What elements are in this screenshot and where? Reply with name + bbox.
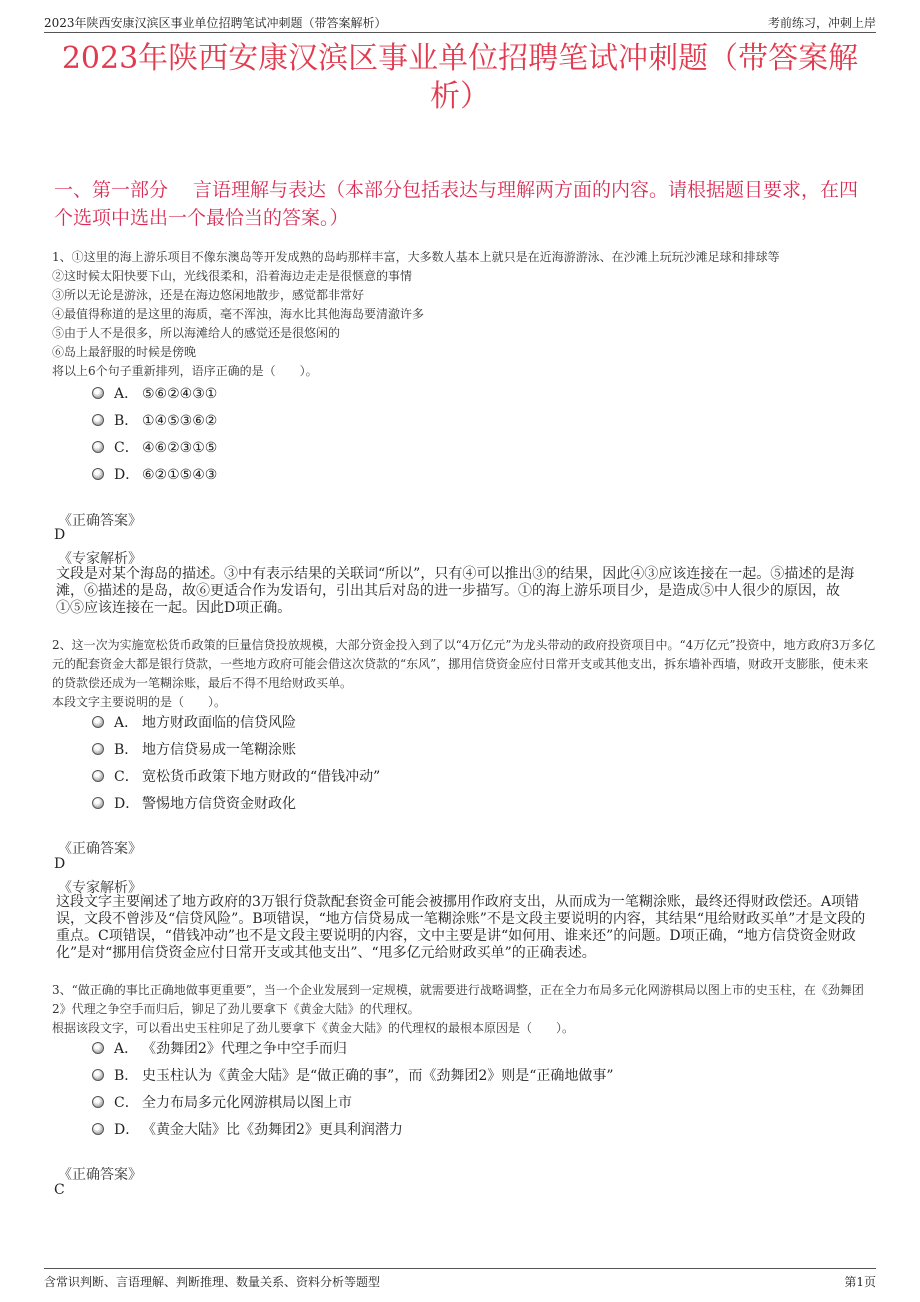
option-text: 警惕地方信贷资金财政化	[142, 796, 296, 812]
option-b[interactable]	[92, 1063, 614, 1090]
option-c[interactable]	[92, 435, 217, 462]
option-label: A．	[114, 715, 139, 731]
question-1-line: ④最值得称道的是这里的海质，毫不浑浊，海水比其他海岛要清澈许多	[52, 307, 425, 321]
option-label: D．	[114, 467, 140, 483]
question-3-stem	[52, 981, 876, 1038]
option-text: 史玉柱认为《黄金大陆》是“做正确的事”，而《劲舞团2》则是“正确地做事”	[142, 1068, 614, 1084]
option-c[interactable]	[92, 1090, 614, 1117]
option-text: 《劲舞团2》代理之争中空手而归	[142, 1041, 347, 1057]
question-1-stem	[52, 248, 876, 381]
header-doc-title: 2023年陕西安康汉滨区事业单位招聘笔试冲刺题（带答案解析）	[44, 16, 387, 30]
answer-value: C	[54, 1182, 65, 1198]
page-footer	[44, 1268, 876, 1290]
option-b[interactable]	[92, 408, 217, 435]
footer-description: 含常识判断、言语理解、判断推理、数量关系、资料分析等题型	[44, 1275, 381, 1289]
option-label: D．	[114, 796, 140, 812]
question-1-prompt: 将以上6个句子重新排列，语序正确的是（ ）。	[52, 364, 318, 378]
option-a[interactable]	[92, 710, 380, 737]
question-3-options	[92, 1036, 614, 1144]
page-header	[44, 12, 876, 33]
analysis-heading: 《专家解析》	[58, 880, 142, 896]
question-1-line: ⑥岛上最舒服的时候是傍晚	[52, 345, 197, 359]
question-1-analysis	[56, 566, 866, 617]
option-label: C．	[114, 1095, 139, 1111]
radio-icon[interactable]	[92, 1096, 104, 1108]
question-1-line: 1、①这里的海上游乐项目不像东澳岛等开发成熟的岛屿那样丰富，大多数人基本上就只是在近海游游泳、在沙滩上玩玩沙滩足球和排球等	[52, 250, 780, 264]
question-1-line: ③所以无论是游泳，还是在海边悠闲地散步，感觉都非常好	[52, 288, 365, 302]
option-label: B．	[114, 413, 139, 429]
radio-icon[interactable]	[92, 770, 104, 782]
radio-icon[interactable]	[92, 716, 104, 728]
option-a[interactable]	[92, 381, 217, 408]
header-slogan: 考前练习，冲刺上岸	[767, 16, 876, 30]
option-text: ④⑥②③①⑤	[142, 440, 218, 456]
analysis-heading: 《专家解析》	[58, 551, 142, 567]
answer-value: D	[54, 856, 66, 872]
radio-icon[interactable]	[92, 387, 104, 399]
option-text: 地方信贷易成一笔糊涂账	[142, 742, 296, 758]
option-label: C．	[114, 440, 139, 456]
question-3-line: 3、“做正确的事比正确地做事更重要”，当一个企业发展到一定规模，就需要进行战略调整，正在全力布局多元化网游棋局以图上市的史玉柱，在《劲舞团2》代理之争空手而归后，铆足了劲儿要拿下《黄金大陆》的代理权。	[52, 983, 864, 1016]
radio-icon[interactable]	[92, 441, 104, 453]
option-label: B．	[114, 1068, 139, 1084]
option-text: ⑤⑥②④③①	[142, 386, 218, 402]
option-a[interactable]	[92, 1036, 614, 1063]
page-number: 第1页	[844, 1275, 876, 1289]
option-text: 《黄金大陆》比《劲舞团2》更具利润潜力	[142, 1122, 403, 1138]
question-1-line: ⑤由于人不是很多，所以海滩给人的感觉还是很悠闲的	[52, 326, 341, 340]
option-label: A．	[114, 386, 139, 402]
answer-value: D	[54, 527, 66, 543]
question-1-line: ②这时候太阳快要下山，光线很柔和，沿着海边走走是很惬意的事情	[52, 269, 413, 283]
option-b[interactable]	[92, 737, 380, 764]
answer-heading: 《正确答案》	[58, 513, 142, 529]
option-text: 宽松货币政策下地方财政的“借钱冲动”	[142, 769, 381, 785]
option-text: 全力布局多元化网游棋局以图上市	[142, 1095, 352, 1111]
analysis-text: 文段是对某个海岛的描述。③中有表示结果的关联词“所以”，只有④可以推出③的结果，因此④③应该连接在一起。⑤描述的是海滩，⑥描述的是岛，故⑥更适合作为发语句，引出其后对岛的进一步描写。①的海上游乐项目少，是造成⑤中人很少的原因，故①⑤应该连接在一起。因此D项正确。	[56, 566, 855, 616]
option-label: B．	[114, 742, 139, 758]
option-text: ①④⑤③⑥②	[142, 413, 218, 429]
radio-icon[interactable]	[92, 797, 104, 809]
question-2-stem	[52, 636, 876, 712]
section-heading: 一、第一部分 言语理解与表达（本部分包括表达与理解两方面的内容。请根据题目要求，在四个选项中选出一个最恰当的答案。）	[54, 179, 859, 229]
radio-icon[interactable]	[92, 1042, 104, 1054]
option-d[interactable]	[92, 791, 380, 818]
analysis-text: 这段文字主要阐述了地方政府的3万银行贷款配套资金可能会被挪用作政府支出，从而成为一笔糊涂账，最终还得财政偿还。A项错误，文段不曾涉及“信贷风险”。B项错误，“地方信贷易成一笔糊涂账”不是文段主要说明的内容，其结果“甩给财政买单”才是文段的重点。C项错误，“借钱冲动”也不是文段主要说明的内容，文中主要是讲“如何用、谁来还”的问题。D项正确，“地方信贷资金财政化”是对“挪用信贷资金应付日常开支或其他支出”、“甩多亿元给财政买单”的正确表述。	[56, 894, 866, 961]
radio-icon[interactable]	[92, 468, 104, 480]
option-label: D．	[114, 1122, 140, 1138]
question-2-options	[92, 710, 380, 818]
option-label: A．	[114, 1041, 139, 1057]
option-d[interactable]	[92, 1117, 614, 1144]
option-d[interactable]	[92, 462, 217, 489]
answer-heading: 《正确答案》	[58, 1167, 142, 1183]
radio-icon[interactable]	[92, 1069, 104, 1081]
radio-icon[interactable]	[92, 743, 104, 755]
option-c[interactable]	[92, 764, 380, 791]
question-2-prompt: 本段文字主要说明的是（ ）。	[52, 695, 227, 709]
question-2-line: 2、这一次为实施宽松货币政策的巨量信贷投放规模，大部分资金投入到了以“4万亿元”为龙头带动的政府投资项目中。“4万亿元”投资中，地方政府3万多亿元的配套资金大都是银行贷款，一些地方政府可能会借这次贷款的“东风”，挪用信贷资金应付日常开支或其他支出，拆东墙补西墙，财政开支膨胀，使未来的贷款偿还成为一笔糊涂账，最后不得不甩给财政买单。	[52, 638, 876, 690]
option-label: C．	[114, 769, 139, 785]
question-3-prompt: 根据该段文字，可以看出史玉柱卯足了劲儿要拿下《黄金大陆》的代理权的最根本原因是（ ）。	[52, 1021, 575, 1035]
radio-icon[interactable]	[92, 414, 104, 426]
radio-icon[interactable]	[92, 1123, 104, 1135]
question-1-options	[92, 381, 217, 489]
document-title: 2023年陕西安康汉滨区事业单位招聘笔试冲刺题（带答案解析）	[61, 41, 859, 114]
option-text: 地方财政面临的信贷风险	[142, 715, 296, 731]
answer-heading: 《正确答案》	[58, 841, 142, 857]
option-text: ⑥②①⑤④③	[142, 467, 218, 483]
question-2-analysis	[56, 894, 866, 962]
